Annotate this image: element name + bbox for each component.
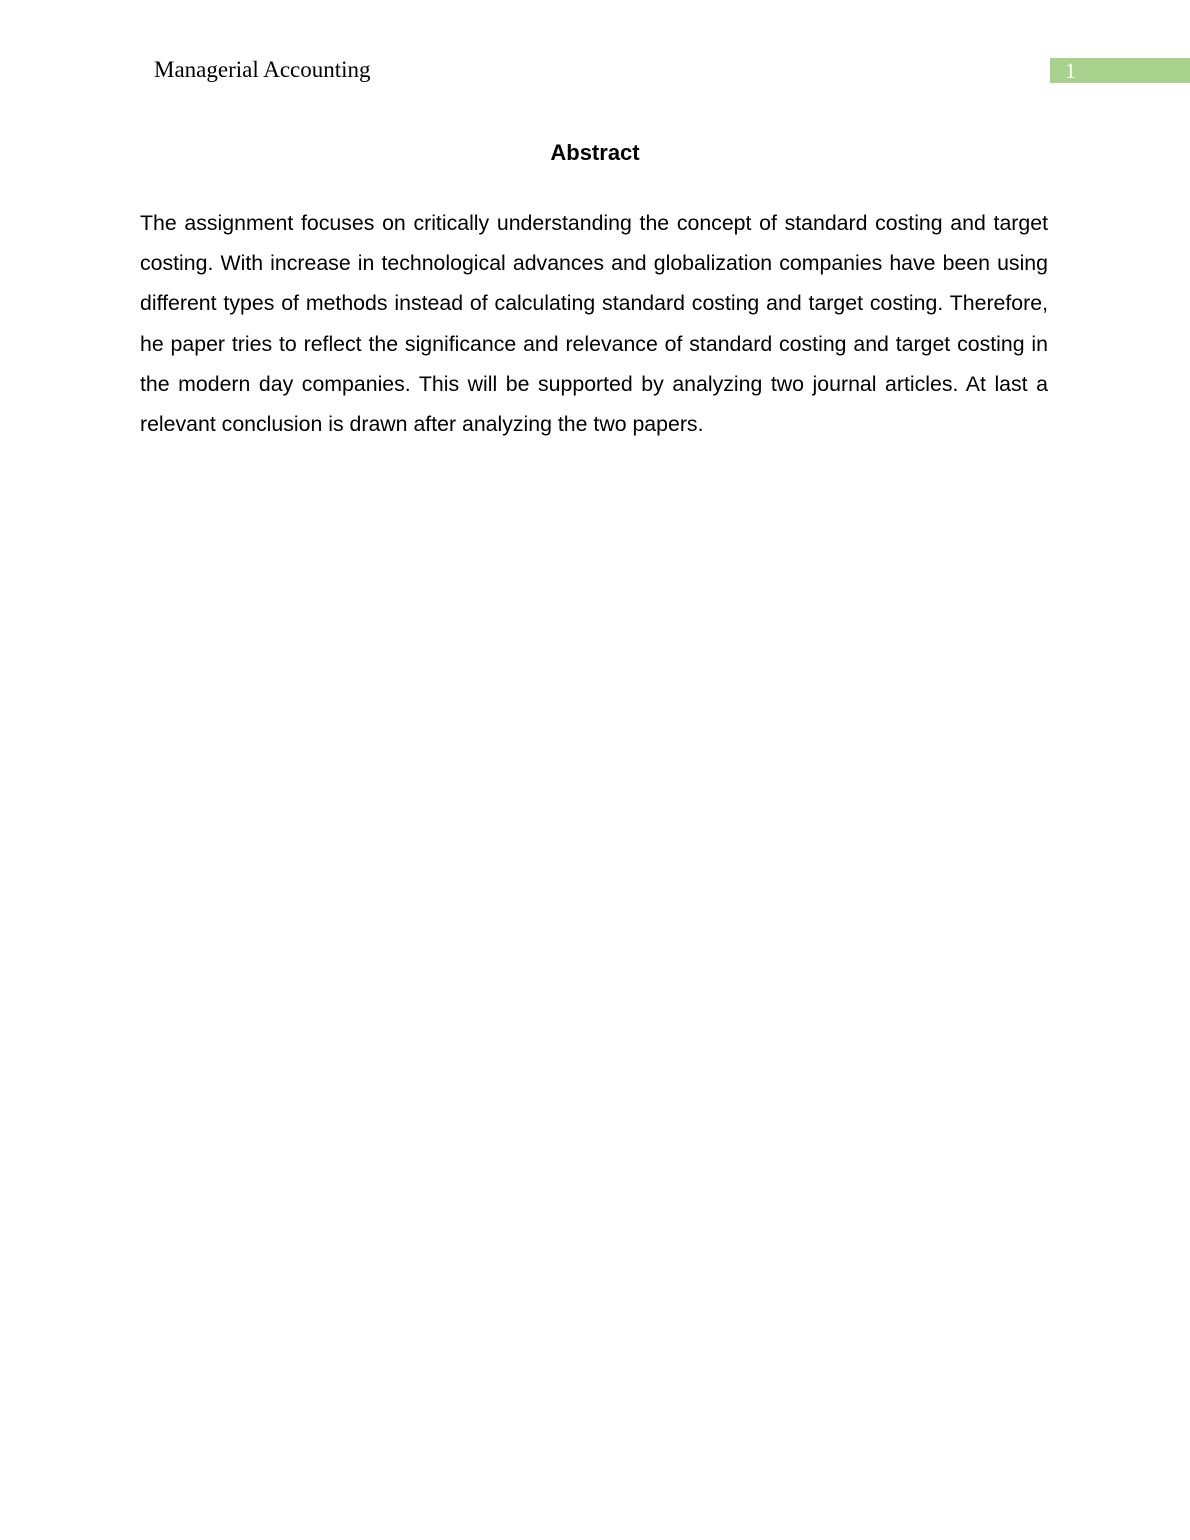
running-header-title: Managerial Accounting — [154, 57, 371, 82]
page-number: 1 — [1065, 58, 1076, 83]
page-number-band — [1050, 58, 1190, 83]
section-heading: Abstract — [550, 140, 640, 165]
abstract-paragraph: The assignment focuses on critically understanding the concept of standard costing and target costing. With increase in technological advances and globalization companies have been using different types of methods instead of calculating standard costing and target costing. Therefore, he paper tries to reflect the significance and relevance of standard costing and target costing in the modern day companies. This will be supported by analyzing two journal articles. At last a relevant conclusion is drawn after analyzing the two papers. — [140, 211, 1048, 437]
